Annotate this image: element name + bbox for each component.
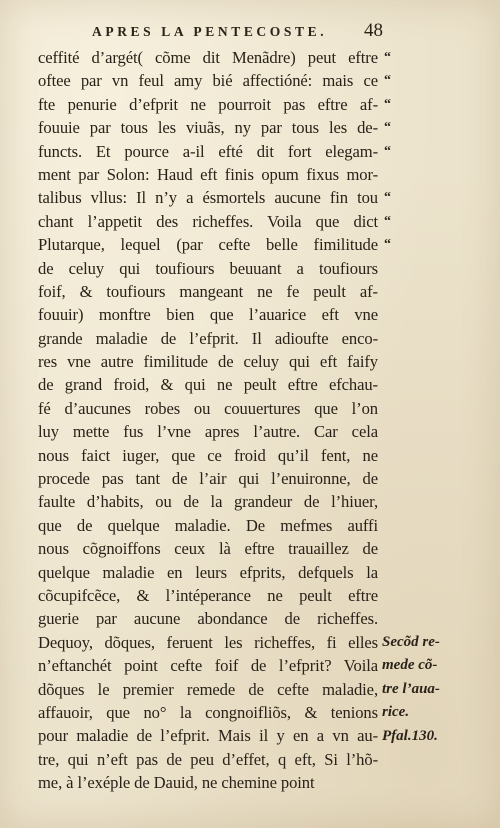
text-line: que de quelque maladie. De mefmes auffi	[38, 515, 378, 535]
text-line: res vne autre fimilitude de celuy qui eft faify	[38, 352, 378, 372]
quotation-marks-column	[384, 46, 408, 257]
text-line: ment par Solon: Haud eft finis opum fixus mor-	[38, 164, 378, 184]
text-line: n’eftanchét point cefte foif de l’efprit? Voila	[38, 656, 378, 676]
margin-note: Pfal.130.	[382, 728, 438, 744]
text-line: foif, & toufiours mangeant ne fe peult af-	[38, 281, 378, 301]
text-line: affauoir, que no° la congnoifliõs, & tenions	[38, 702, 378, 722]
quote-mark: “	[384, 213, 391, 229]
text-line: Dequoy, dõques, feruent les richeffes, fi elles	[38, 632, 378, 652]
quote-mark	[384, 163, 408, 186]
text-line: oftee par vn feul amy bié affectióné: mais ce	[38, 71, 378, 91]
text-line: cõcupifcẽce, & l’intéperance ne peult eftre	[38, 585, 378, 605]
text-line: de grand froid, & qui ne peult eftre efchau-	[38, 375, 378, 395]
page-number: 48	[364, 20, 383, 41]
text-line: quelque maladie en leurs efprits, defquels la	[38, 562, 378, 582]
running-head: APRES LA PENTECOSTE.	[92, 24, 328, 39]
text-line: faulte d’habits, ou de la grandeur de l’hiuer,	[38, 492, 378, 512]
text-line: grande maladie de l’efprit. Il adioufte enco-	[38, 328, 378, 348]
margin-note: Secõd re-	[382, 634, 440, 650]
text-line: procede pas tant de l’air qui l’enuironne, de	[38, 469, 378, 489]
quote-mark: “	[384, 96, 391, 112]
page-header	[0, 22, 500, 44]
quote-mark: “	[384, 190, 391, 206]
text-line: chant l’appetit des richeffes. Voila que dict	[38, 211, 378, 231]
text-line: nous faict iuger, que ce froid qu’il fent, ne	[38, 445, 378, 465]
text-line: Plutarque, lequel (par cefte belle fimilitude	[38, 235, 378, 255]
margin-note: mede cõ-	[382, 657, 438, 673]
quote-mark: “	[384, 50, 391, 65]
text-line: me, à l’exéple de Dauid, ne chemine point	[38, 773, 315, 793]
text-line: luy mette fus l’vne apres l’autre. Car cela	[38, 422, 378, 442]
text-line: pour maladie de l’efprit. Mais il y en a vn au-	[38, 726, 378, 746]
text-line: fouuir) monftre bien que l’auarice eft vne	[38, 305, 378, 325]
text-line: tre, qui n’eft pas de peu d’effet, q eft, Si l’hõ-	[38, 749, 378, 769]
text-line: de celuy qui toufiours beuuant a toufiours	[38, 258, 378, 278]
quote-mark: “	[384, 143, 391, 159]
text-line: nous cõgnoiffons ceux là eftre trauaillez de	[38, 539, 378, 559]
text-line: fé d’aucunes robes ou couuertures que l’on	[38, 398, 378, 418]
quote-mark: “	[384, 120, 391, 136]
text-line: talibus vllus: Il n’y a ésmortels aucune fin tou	[38, 188, 378, 208]
text-line: functs. Et pource a-il efté dit fort elegam-	[38, 141, 378, 161]
text-line: guerie par aucune abondance de richeffes.	[38, 609, 378, 629]
quote-mark: “	[384, 73, 391, 89]
margin-note: tre l’aua-	[382, 681, 440, 697]
text-line: fouuie par tous les viuãs, ny par tous les de-	[38, 118, 378, 138]
text-line: fte penurie d’efprit ne pourroit pas eftre af-	[38, 94, 378, 114]
margin-note: rice.	[382, 704, 410, 720]
body-text	[38, 46, 378, 795]
quote-mark: “	[384, 237, 391, 253]
text-line: dõques le premier remede de cefte maladie,	[38, 679, 378, 699]
text-line: ceffité d’argét( cõme dit Menãdre) peut eftre	[38, 48, 378, 67]
